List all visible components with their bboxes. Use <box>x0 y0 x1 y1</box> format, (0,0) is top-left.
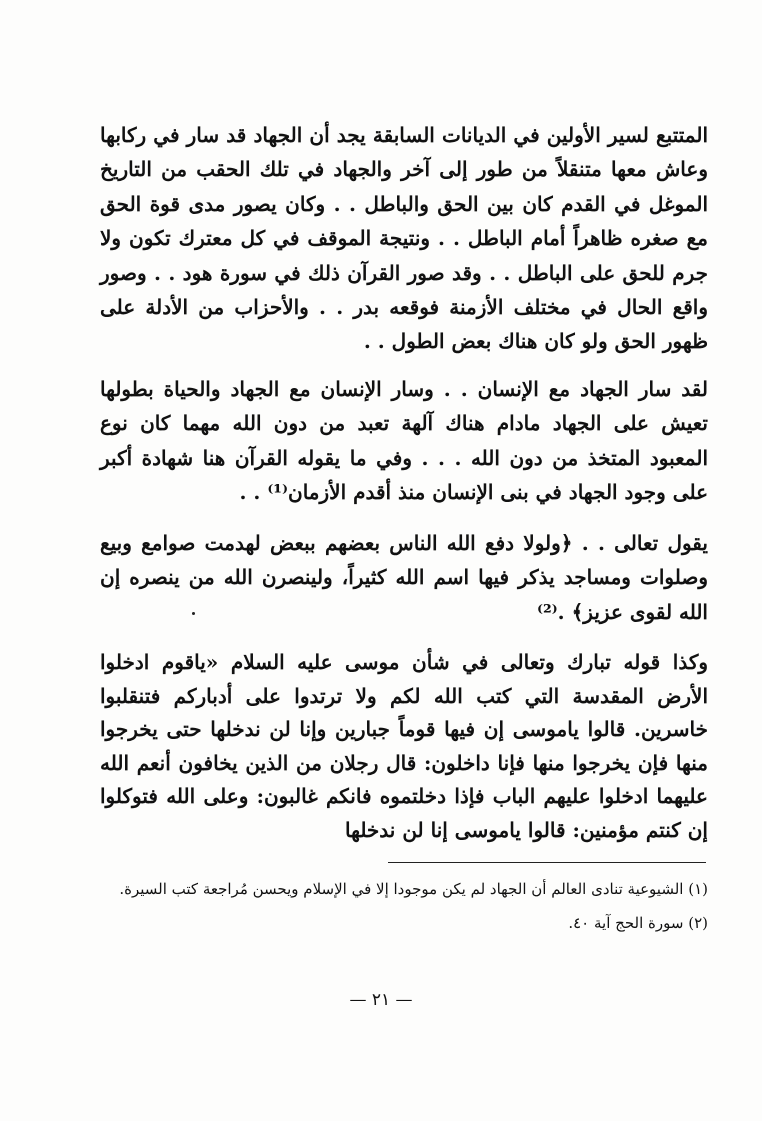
paragraph-2-text: لقد سار الجهاد مع الإنسان . . وسار الإنسان مع الجهاد والحياة بطولها تعيش على الجهاد مادام هناك آلهة تعبد من دون الله مهما كان نوع المعبود المتخذ من دون الله . . . وفي ما يقوله القرآن هنا شهادة أكبر على وجود الجهاد في بنى الإنسان منذ أقدم الأزمان⁽¹⁾ . . <box>100 377 708 505</box>
paragraph-3-text: يقول تعالى . . ﴿ولولا دفع الله الناس بعضهم ببعض لهدمت صوامع وبيع وصلوات ومساجد يذكر فيها اسم الله كثيراً، ولينصرن الله من ينصره إن الله لقوى عزيز﴾ .⁽²⁾ <box>100 531 708 624</box>
footnote-divider <box>388 862 706 863</box>
footnote-1: (١) الشيوعية تنادى العالم أن الجهاد لم يكن موجودا إلا في الإسلام ويحسن مُراجعة كتب السيرة. <box>119 880 708 898</box>
scan-speck <box>192 612 195 615</box>
paragraph-1-text: المتتبع لسير الأولين في الديانات السابقة يجد أن الجهاد قد سار في ركابها وعاش معها متنقلاً من طور إلى آخر والجهاد في تلك الحقب من التاريخ الموغل في القدم كان بين الحق والباطل . . وكان يصور مدى قوة الحق مع صغره ظاهراً أمام الباطل . . ونتيجة الموقف في كل معترك تكون ولا جرم للحق على الباطل . . وقد صور القرآن ذلك في سورة هود . . وصور واقع الحال في مختلف الأزمنة فوقعه بدر . . والأحزاب من الأدلة على ظهور الحق ولو كان هناك بعض الطول . . <box>100 123 708 354</box>
footnote-2: (٢) سورة الحج آية ٤٠. <box>568 914 708 932</box>
paragraph-4 <box>100 646 708 848</box>
paragraph-4-text: وكذا قوله تبارك وتعالى في شأن موسى عليه السلام «ياقوم ادخلوا الأرض المقدسة التي كتب الله لكم ولا ترتدوا على أدباركم فتنقلبوا خاسرين. قالوا ياموسى إن فيها قوماً جبارين وإنا لن ندخلها حتى يخرجوا منها فإن يخرجوا منها فإنا داخلون: قال رجلان من الذين يخافون أنعم الله عليهما ادخلوا عليهم الباب فإذا دخلتموه فانكم غالبون: وعلى الله فتوكلوا إن كنتم مؤمنين: قالوا ياموسى إنا لن ندخلها <box>100 650 708 842</box>
footnotes <box>90 872 708 940</box>
paragraph-2 <box>100 372 708 510</box>
paragraph-1 <box>100 118 708 359</box>
page-number: — ٢١ — <box>349 990 413 1010</box>
